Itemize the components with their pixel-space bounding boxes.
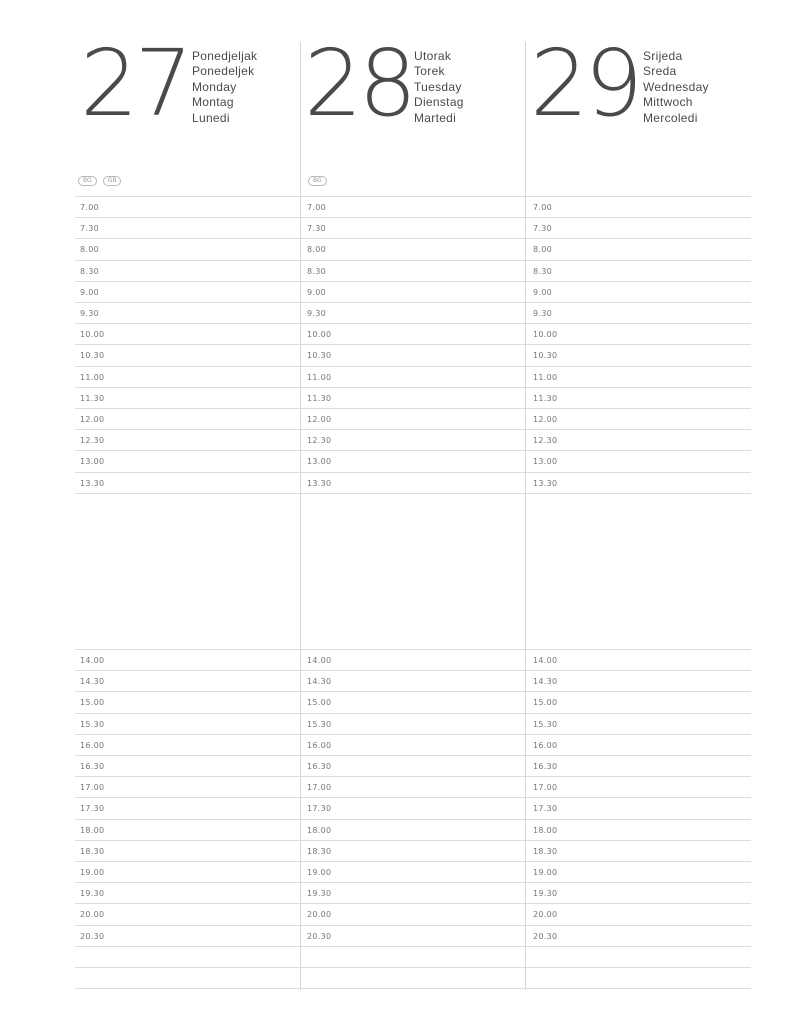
day-name: Martedi: [414, 110, 457, 125]
time-label: 11.00: [533, 373, 558, 382]
day-names: [414, 49, 464, 126]
time-slot-rule: [75, 302, 751, 303]
country-badge: GB: [103, 176, 122, 186]
time-slot-rule: [75, 840, 751, 841]
time-label: 19.30: [533, 889, 558, 898]
time-label: 12.30: [80, 436, 105, 445]
time-label: 16.00: [307, 741, 332, 750]
time-label: 12.00: [533, 415, 558, 424]
time-label: 19.00: [533, 868, 558, 877]
time-label: 7.00: [80, 203, 100, 212]
day-names: [643, 49, 709, 126]
time-label: 13.30: [307, 479, 332, 488]
time-label: 7.30: [307, 224, 327, 233]
day-name: Tuesday: [414, 79, 462, 94]
time-label: 20.00: [80, 910, 105, 919]
time-label: 7.30: [533, 224, 553, 233]
time-label: 16.00: [80, 741, 105, 750]
time-slot-rule: [75, 861, 751, 862]
time-label: 20.30: [80, 932, 105, 941]
time-slot-rule: [75, 429, 751, 430]
day-name: Mercoledi: [643, 110, 698, 125]
time-label: 12.30: [307, 436, 332, 445]
time-label: 12.30: [533, 436, 558, 445]
time-slot-rule: [75, 691, 751, 692]
time-slot-rule: [75, 713, 751, 714]
time-slot-rule: [75, 408, 751, 409]
time-slot-rule: [75, 734, 751, 735]
day-name: Ponedeljek: [192, 64, 255, 79]
time-label: 10.00: [307, 330, 332, 339]
time-label: 13.30: [80, 479, 105, 488]
time-slot-rule: [75, 260, 751, 261]
day-name: Srijeda: [643, 49, 683, 63]
time-label: 16.30: [533, 762, 558, 771]
time-slot-rule: [75, 882, 751, 883]
time-label: 17.00: [533, 783, 558, 792]
time-label: 14.30: [533, 677, 558, 686]
time-label: 20.00: [533, 910, 558, 919]
day-name: Wednesday: [643, 79, 709, 94]
time-slot-rule: [75, 755, 751, 756]
time-label: 10.00: [533, 330, 558, 339]
day-name: Sreda: [643, 64, 677, 79]
time-label: 8.00: [80, 245, 100, 254]
time-label: 17.30: [533, 804, 558, 813]
time-label: 14.00: [533, 656, 558, 665]
time-label: 10.30: [307, 351, 332, 360]
time-label: 13.30: [533, 479, 558, 488]
time-label: 15.00: [80, 698, 105, 707]
column-divider: [300, 42, 301, 990]
time-label: 18.30: [80, 847, 105, 856]
time-label: 8.30: [80, 267, 100, 276]
time-slot-rule: [75, 649, 751, 650]
time-label: 9.00: [80, 288, 100, 297]
time-label: 19.00: [307, 868, 332, 877]
time-label: 17.00: [80, 783, 105, 792]
time-label: 15.30: [80, 720, 105, 729]
time-label: 20.30: [533, 932, 558, 941]
time-label: 17.30: [307, 804, 332, 813]
time-label: 8.00: [307, 245, 327, 254]
time-slot-rule: [75, 472, 751, 473]
time-slot-rule: [75, 670, 751, 671]
time-slot-rule: [75, 344, 751, 345]
day-name: Dienstag: [414, 95, 464, 110]
time-label: 17.00: [307, 783, 332, 792]
day-name: Ponedjeljak: [192, 49, 258, 63]
time-label: 20.00: [307, 910, 332, 919]
time-label: 14.30: [80, 677, 105, 686]
time-slot-rule: [75, 450, 751, 451]
time-label: 16.30: [307, 762, 332, 771]
time-label: 16.00: [533, 741, 558, 750]
country-badge: BG: [308, 176, 327, 186]
holiday-badges: [308, 176, 327, 186]
time-label: 15.30: [307, 720, 332, 729]
time-slot-rule: [75, 366, 751, 367]
time-label: 11.00: [80, 373, 105, 382]
time-label: 9.30: [533, 309, 553, 318]
day-number: 27: [80, 30, 190, 137]
time-label: 11.30: [80, 394, 105, 403]
time-label: 10.30: [533, 351, 558, 360]
time-label: 16.30: [80, 762, 105, 771]
time-label: 15.00: [533, 698, 558, 707]
day-names: [192, 49, 257, 126]
day-name: Torek: [414, 64, 445, 79]
column-divider: [525, 42, 526, 990]
time-label: 15.00: [307, 698, 332, 707]
time-slot-rule: [75, 387, 751, 388]
time-slot-rule: [75, 819, 751, 820]
time-label: 9.30: [307, 309, 327, 318]
time-label: 20.30: [307, 932, 332, 941]
time-label: 13.00: [80, 457, 105, 466]
time-label: 7.00: [533, 203, 553, 212]
time-label: 7.30: [80, 224, 100, 233]
country-badge: BG: [78, 176, 97, 186]
time-label: 10.00: [80, 330, 105, 339]
day-name: Lunedi: [192, 110, 230, 125]
time-label: 9.00: [307, 288, 327, 297]
holiday-badges: [78, 176, 121, 186]
time-slot-rule: [75, 797, 751, 798]
time-label: 18.00: [80, 826, 105, 835]
time-label: 8.00: [533, 245, 553, 254]
day-number: 29: [530, 30, 640, 137]
time-label: 11.30: [307, 394, 332, 403]
time-label: 12.00: [307, 415, 332, 424]
time-slot-rule: [75, 988, 751, 989]
time-label: 19.30: [307, 889, 332, 898]
time-label: 9.30: [80, 309, 100, 318]
time-slot-rule: [75, 493, 751, 494]
time-label: 17.30: [80, 804, 105, 813]
time-slot-rule: [75, 238, 751, 239]
day-name: Mittwoch: [643, 95, 693, 110]
time-label: 13.00: [533, 457, 558, 466]
time-slot-rule: [75, 925, 751, 926]
time-slot-rule: [75, 196, 751, 197]
time-label: 11.00: [307, 373, 332, 382]
day-name: Montag: [192, 95, 234, 110]
time-label: 18.00: [307, 826, 332, 835]
time-slot-rule: [75, 281, 751, 282]
time-label: 14.30: [307, 677, 332, 686]
time-label: 15.30: [533, 720, 558, 729]
day-name: Utorak: [414, 49, 452, 63]
time-slot-rule: [75, 946, 751, 947]
time-label: 18.30: [307, 847, 332, 856]
time-label: 14.00: [307, 656, 332, 665]
time-slot-rule: [75, 323, 751, 324]
time-label: 14.00: [80, 656, 105, 665]
time-label: 10.30: [80, 351, 105, 360]
time-label: 13.00: [307, 457, 332, 466]
time-label: 11.30: [533, 394, 558, 403]
time-label: 19.30: [80, 889, 105, 898]
time-slot-rule: [75, 967, 751, 968]
time-label: 7.00: [307, 203, 327, 212]
time-label: 9.00: [533, 288, 553, 297]
time-label: 8.30: [533, 267, 553, 276]
day-name: Monday: [192, 79, 237, 94]
time-slot-rule: [75, 217, 751, 218]
time-label: 12.00: [80, 415, 105, 424]
time-slot-rule: [75, 776, 751, 777]
time-label: 19.00: [80, 868, 105, 877]
time-slot-rule: [75, 903, 751, 904]
time-label: 18.30: [533, 847, 558, 856]
time-label: 8.30: [307, 267, 327, 276]
day-number: 28: [304, 30, 414, 137]
time-label: 18.00: [533, 826, 558, 835]
